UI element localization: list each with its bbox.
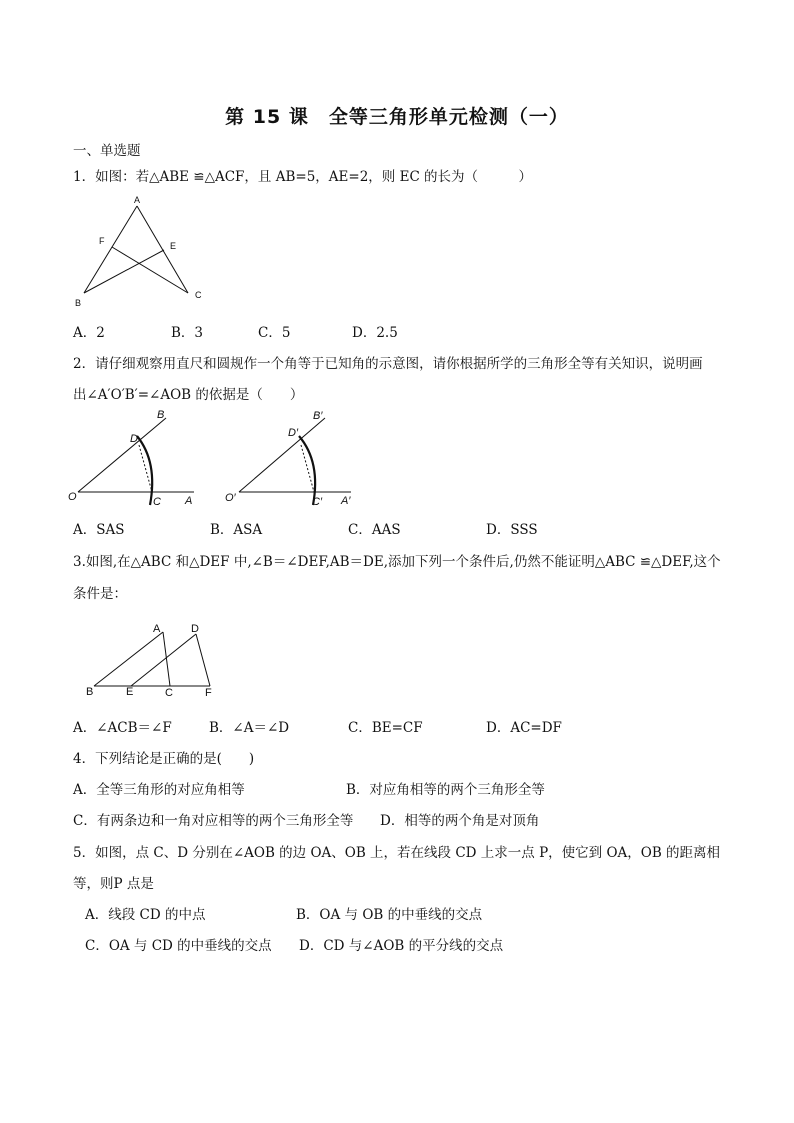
q4-option-a[interactable]: A．全等三角形的对应角相等	[73, 782, 245, 798]
q1-option-b[interactable]: B．3	[171, 325, 204, 341]
q5-option-b[interactable]: B．OA 与 OB 的中垂线的交点	[296, 907, 483, 923]
page-title: 第 15 课 全等三角形单元检测（一）	[225, 106, 569, 128]
q2-label-b: B	[157, 409, 165, 421]
q1-triangle-figure	[70, 192, 210, 310]
q2-stem-line1: 2．请仔细观察用直尺和圆规作一个角等于已知角的示意图，请你根据所学的三角形全等有关知识，说明画	[73, 356, 703, 372]
q2-option-d[interactable]: D．SSS	[486, 522, 538, 538]
q3-label-b: B	[86, 686, 94, 698]
q4-option-b[interactable]: B．对应角相等的两个三角形全等	[346, 782, 545, 798]
q2-right-angle-figure	[221, 404, 366, 510]
q2-left-angle-figure	[64, 404, 204, 510]
q1-option-a[interactable]: A．2	[73, 325, 105, 341]
q3-label-e: E	[126, 686, 134, 698]
q1-label-c: C	[195, 290, 202, 300]
q3-stem-line1: 3.如图,在△ABC 和△DEF 中,∠B＝∠DEF,AB＝DE,添加下列一个条件后,仍然不能证明△ABC ≌△DEF,这个	[73, 554, 721, 570]
q3-option-b[interactable]: B．∠A＝∠D	[209, 720, 290, 736]
q1-label-b: B	[75, 298, 82, 308]
q2-label-c: C	[153, 496, 161, 508]
q5-option-a[interactable]: A．线段 CD 的中点	[85, 907, 206, 923]
q5-option-d[interactable]: D．CD 与∠AOB 的平分线的交点	[299, 938, 504, 954]
q1-option-c[interactable]: C．5	[258, 325, 291, 341]
q2-label-d: D	[130, 433, 138, 445]
q2-option-b[interactable]: B．ASA	[210, 522, 263, 538]
q4-option-d[interactable]: D．相等的两个角是对顶角	[380, 813, 540, 829]
q5-stem-line1: 5．如图，点 C、D 分别在∠AOB 的边 OA、OB 上，若在线段 CD 上求一点 P，使它到 OA，OB 的距离相	[73, 845, 721, 861]
q2-label-d-prime: D′	[288, 427, 299, 439]
q3-stem-line2: 条件是：	[73, 586, 127, 602]
q2-option-a[interactable]: A．SAS	[73, 522, 125, 538]
q2-label-o-prime: O′	[225, 492, 236, 504]
q1-stem: 1．如图：若△ABE ≌△ACF，且 AB=5，AE=2，则 EC 的长为（ ）	[73, 169, 533, 185]
q2-label-b-prime: B′	[313, 410, 323, 422]
q4-stem: 4．下列结论是正确的是( )	[73, 751, 255, 767]
q5-option-c[interactable]: C．OA 与 CD 的中垂线的交点	[85, 938, 272, 954]
q3-option-d[interactable]: D．AC=DF	[486, 720, 562, 736]
q4-option-c[interactable]: C．有两条边和一角对应相等的两个三角形全等	[73, 813, 354, 829]
q2-label-o: O	[68, 491, 77, 503]
q3-label-c: C	[165, 687, 173, 699]
q3-label-d: D	[191, 623, 199, 635]
q3-two-triangles-figure	[80, 616, 230, 702]
q2-label-a-prime: A′	[341, 495, 351, 507]
q5-stem-line2: 等，则P 点是	[73, 876, 154, 892]
section-heading: 一、单选题	[73, 143, 141, 159]
q2-stem-line2: 出∠A′O′B′=∠AOB 的依据是（ ）	[73, 387, 304, 403]
q1-label-a: A	[134, 195, 141, 205]
q3-option-a[interactable]: A．∠ACB＝∠F	[73, 720, 172, 736]
q3-label-a: A	[153, 623, 161, 635]
q2-label-a: A	[185, 495, 193, 507]
q3-label-f: F	[205, 687, 212, 699]
q3-option-c[interactable]: C．BE=CF	[348, 720, 423, 736]
q1-label-f: F	[99, 236, 105, 246]
q1-option-d[interactable]: D．2.5	[352, 325, 398, 341]
q2-option-c[interactable]: C．AAS	[348, 522, 401, 538]
q2-label-c-prime: C′	[312, 496, 323, 508]
q1-label-e: E	[170, 241, 177, 251]
